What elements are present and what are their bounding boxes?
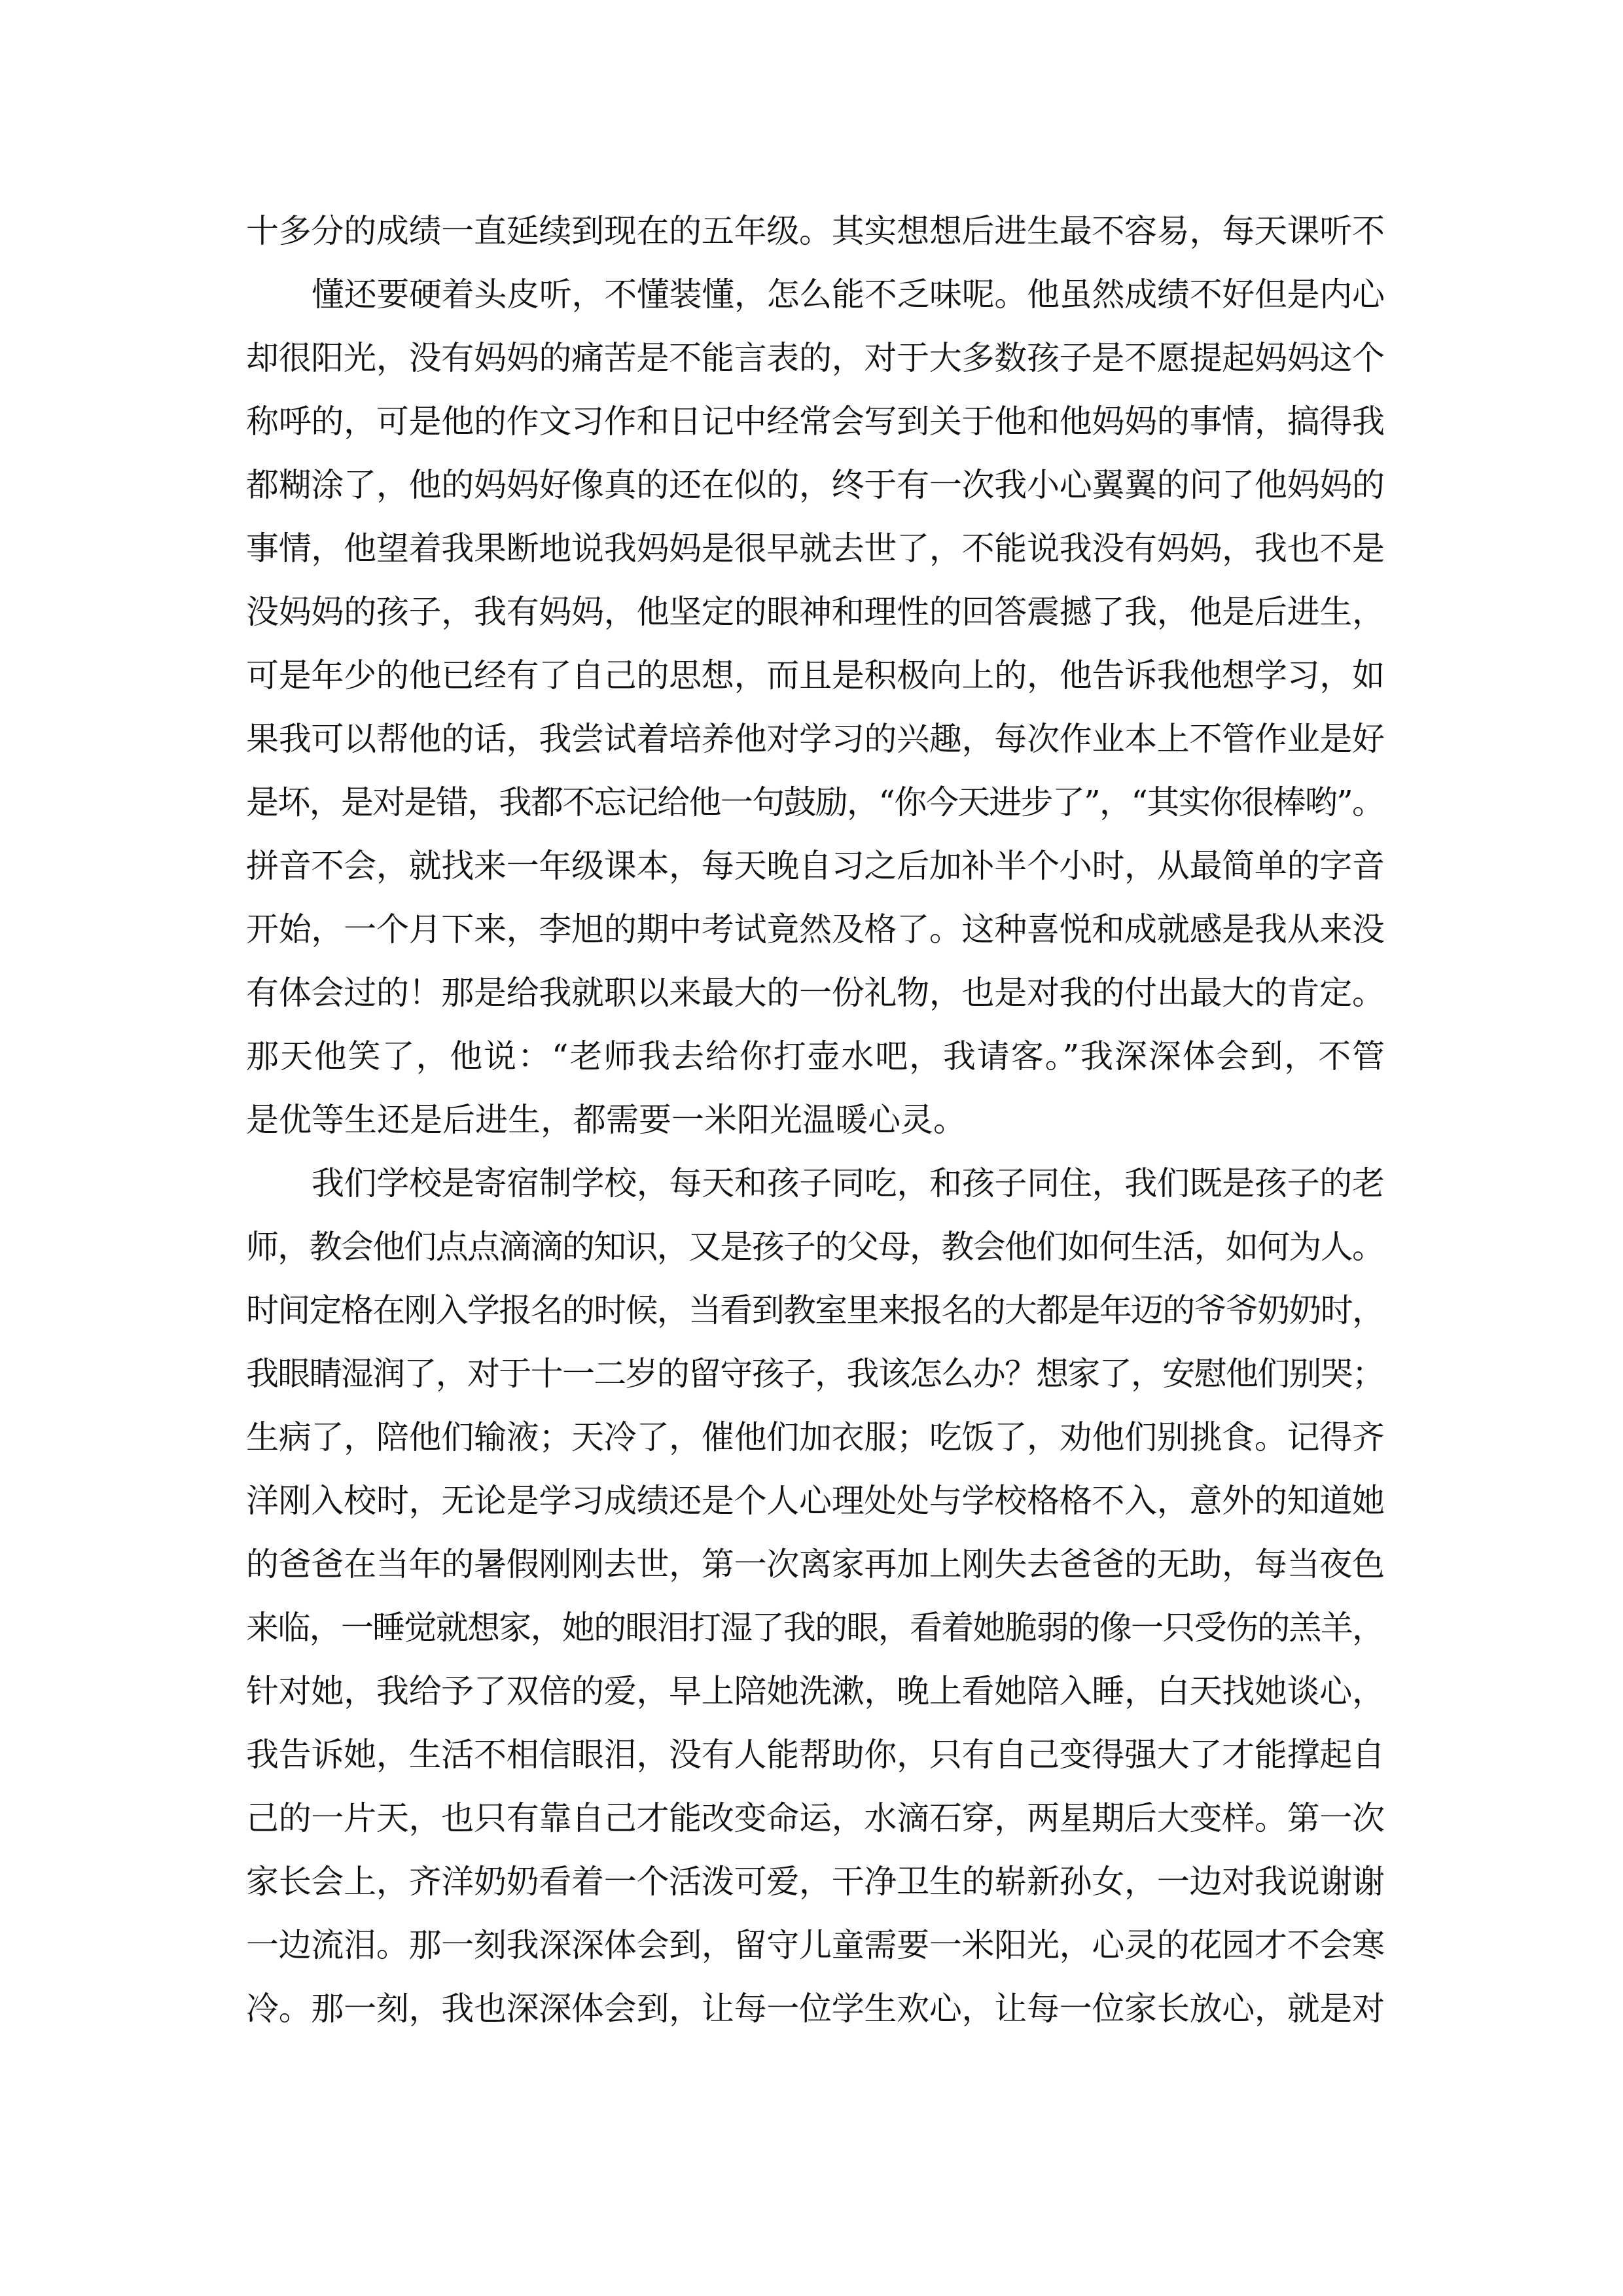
text-line: 没妈妈的孩子，我有妈妈，他坚定的眼神和理性的回答震撼了我，他是后进生，	[246, 593, 1385, 631]
text-line: 我们学校是寄宿制学校，每天和孩子同吃，和孩子同住，我们既是孩子的老	[312, 1164, 1385, 1202]
text-line: 我告诉她，生活不相信眼泪，没有人能帮助你，只有自己变得强大了才能撑起自	[246, 1736, 1385, 1774]
text-line: 针对她，我给予了双倍的爱，早上陪她洗漱，晚上看她陪入睡，白天找她谈心，	[246, 1672, 1385, 1710]
text-line: 来临，一睡觉就想家，她的眼泪打湿了我的眼，看着她脆弱的像一只受伤的羔羊，	[246, 1609, 1384, 1647]
text-line: 果我可以帮他的话，我尝试着培养他对学习的兴趣，每次作业本上不管作业是好	[246, 720, 1385, 758]
text-line: 我眼睛湿润了，对于十一二岁的留守孩子，我该怎么办？想家了，安慰他们别哭；	[246, 1355, 1384, 1393]
text-line: 有体会过的！那是给我就职以来最大的一份礼物，也是对我的付出最大的肯定。	[246, 974, 1385, 1012]
text-line: 懂还要硬着头皮听，不懂装懂，怎么能不乏味呢。他虽然成绩不好但是内心	[312, 276, 1385, 314]
text-line: 生病了，陪他们输液；天冷了，催他们加衣服；吃饭了，劝他们别挑食。记得齐	[246, 1418, 1385, 1456]
text-line: 却很阳光，没有妈妈的痛苦是不能言表的，对于大多数孩子是不愿提起妈妈这个	[246, 339, 1385, 377]
text-line: 那天他笑了，他说：“老师我去给你打壶水吧，我请客。”我深深体会到，不管	[246, 1037, 1386, 1075]
text-line: 都糊涂了，他的妈妈好像真的还在似的，终于有一次我小心翼翼的问了他妈妈的	[246, 466, 1385, 504]
text-line: 师，教会他们点点滴滴的知识，又是孩子的父母，教会他们如何生活，如何为人。	[246, 1228, 1384, 1266]
text-line: 冷。那一刻，我也深深体会到，让每一位学生欢心，让每一位家长放心，就是对	[246, 1990, 1385, 2028]
text-line: 时间定格在刚入学报名的时候，当看到教室里来报名的大都是年迈的爷爷奶奶时，	[246, 1291, 1384, 1329]
text-line: 是优等生还是后进生，都需要一米阳光温暖心灵。	[246, 1101, 966, 1139]
text-line: 是坏，是对是错，我都不忘记给他一句鼓励，“你今天进步了”，“其实你很棒哟”。	[246, 783, 1384, 821]
text-line: 称呼的，可是他的作文习作和日记中经常会写到关于他和他妈妈的事情，搞得我	[246, 403, 1385, 440]
text-line: 十多分的成绩一直延续到现在的五年级。其实想想后进生最不容易，每天课听不	[246, 212, 1385, 250]
text-line: 的爸爸在当年的暑假刚刚去世，第一次离家再加上刚失去爸爸的无助，每当夜色	[246, 1545, 1385, 1583]
text-line: 拼音不会，就找来一年级课本，每天晚自习之后加补半个小时，从最简单的字音	[246, 847, 1385, 885]
text-line: 一边流泪。那一刻我深深体会到，留守儿童需要一米阳光，心灵的花园才不会寒	[246, 1926, 1385, 1964]
text-line: 事情，他望着我果断地说我妈妈是很早就去世了，不能说我没有妈妈，我也不是	[246, 529, 1385, 567]
text-line: 开始，一个月下来，李旭的期中考试竟然及格了。这种喜悦和成就感是我从来没	[246, 910, 1385, 948]
text-line: 家长会上，齐洋奶奶看着一个活泼可爱，干净卫生的崭新孙女，一边对我说谢谢	[246, 1863, 1385, 1901]
text-line: 可是年少的他已经有了自己的思想，而且是积极向上的，他告诉我他想学习，如	[246, 656, 1385, 694]
text-line: 己的一片天，也只有靠自己才能改变命运，水滴石穿，两星期后大变样。第一次	[246, 1799, 1385, 1837]
text-line: 洋刚入校时，无论是学习成绩还是个人心理处处与学校格格不入，意外的知道她	[246, 1482, 1385, 1520]
body-text	[246, 200, 1385, 2041]
